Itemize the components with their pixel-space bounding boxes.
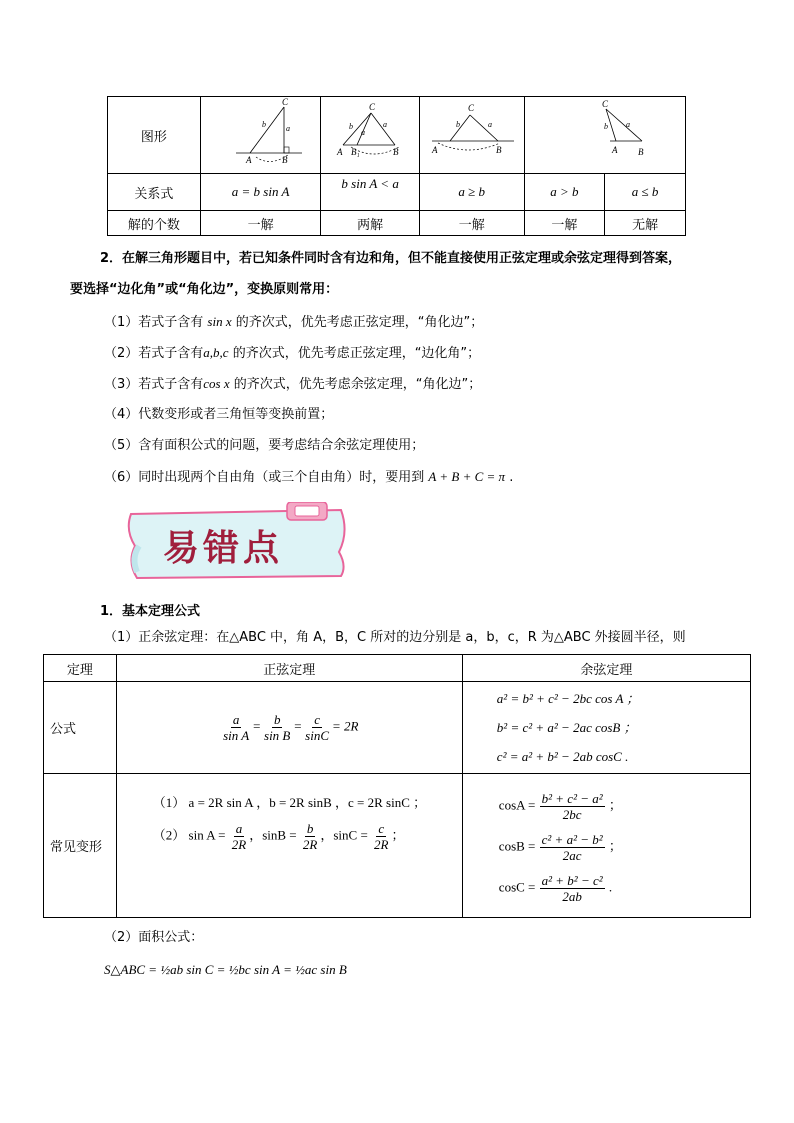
svg-text:b: b <box>455 120 460 129</box>
section1-intro: （1）正余弦定理：在△ABC 中，角 A，B，C 所对的边分别是 a，b，c，R 为△ABC 外接圆半径，则 <box>104 630 686 645</box>
header-sine-law: 正弦定理 <box>116 655 462 682</box>
svg-text:a: a <box>285 124 290 133</box>
cos-variant-b: cosB = $\frac{\text{c² + a² − b²}}{2ac}$ ； <box>498 832 622 863</box>
rule-item-3: （3）若式子含有cos x 的齐次式，优先考虑余弦定理，“角化边”； <box>104 376 482 392</box>
rule-item-2: （2）若式子含有a,b,c 的齐次式，优先考虑正弦定理，“边化角”； <box>104 345 481 361</box>
svg-text:B: B <box>495 145 502 155</box>
svg-text:b: b <box>349 122 354 131</box>
svg-text:B: B <box>637 147 644 157</box>
sine-variant-1: （1） a = 2R sin A ，b = 2R sinB ，c = 2R sinC ； <box>152 795 427 810</box>
badge-text: 易错点 <box>163 527 284 569</box>
cosine-law-formulas <box>462 682 750 774</box>
relation-2: b sin A < a <box>321 174 420 211</box>
rule-item-6: （6）同时出现两个自由角（或三个自由角）时，要用到 A + B + C = π . <box>104 469 514 485</box>
row-label-count: 解的个数 <box>108 211 201 236</box>
rule-item-1: （1）若式子含有 sin x 的齐次式，优先考虑正弦定理，“角化边”； <box>104 314 484 330</box>
figure-case-1 <box>200 97 320 174</box>
area-label: （2）面积公式： <box>104 930 204 945</box>
rule-item-4: （4）代数变形或者三角恒等变换前置； <box>104 407 334 422</box>
svg-text:C: C <box>467 103 474 113</box>
cosine-law-a: a² = b² + c² − 2bc cos A ； <box>496 691 640 706</box>
section1-title: 1．基本定理公式 <box>100 604 201 619</box>
cosine-law-b: b² = c² + a² − 2ac cosB ； <box>496 720 637 735</box>
sine-law-variants <box>116 774 462 918</box>
relation-1: a = b sin A <box>200 174 320 211</box>
section2-title-line2: 要选择“边化角”或“角化边”，变换原则常用： <box>70 282 339 297</box>
count-2: 两解 <box>321 211 420 236</box>
svg-text:b: b <box>261 120 266 129</box>
svg-text:C: C <box>601 99 608 109</box>
relation-3: a ≥ b <box>419 174 524 211</box>
count-1: 一解 <box>200 211 320 236</box>
svg-text:a: a <box>625 120 630 129</box>
svg-text:a: a <box>383 120 388 129</box>
svg-text:C: C <box>369 102 376 112</box>
error-prone-badge <box>123 502 353 582</box>
svg-text:B: B <box>393 147 399 157</box>
svg-text:A: A <box>245 155 252 165</box>
row-label-relation: 关系式 <box>108 174 201 211</box>
figure-case-4 <box>524 97 685 174</box>
svg-text:C: C <box>281 97 288 107</box>
rule-item-5: （5）含有面积公式的问题，要考虑结合余弦定理使用； <box>104 438 425 453</box>
svg-text:a: a <box>361 128 366 137</box>
cosine-law-c: c² = a² + b² − 2ab cosC . <box>496 749 629 764</box>
row-label-formula: 公式 <box>44 682 117 774</box>
theorem-table <box>43 654 751 918</box>
row-label-variants: 常见变形 <box>44 774 117 918</box>
section2-title-line1: 2．在解三角形题目中，若已知条件同时含有边和角，但不能直接使用正弦定理或余弦定理得到答案， <box>100 251 682 266</box>
relation-5: a ≤ b <box>605 174 686 211</box>
svg-text:A: A <box>337 147 343 157</box>
cos-variant-a: cosA = $\frac{\text{b² + c² − a²}}{2bc}$ ； <box>498 791 622 822</box>
svg-text:B₁: B₁ <box>351 147 360 157</box>
header-cosine-law: 余弦定理 <box>462 655 750 682</box>
cos-variant-c: cosC = $\frac{\text{a² + b² − c²}}{2ab}$ . <box>498 873 613 904</box>
header-theorem: 定理 <box>44 655 117 682</box>
count-3: 一解 <box>419 211 524 236</box>
cosine-law-variants <box>462 774 750 918</box>
area-formula: S△ABC = ½ab sin C = ½bc sin A = ½ac sin B <box>104 962 347 977</box>
relation-4: a > b <box>524 174 605 211</box>
triangle-cases-table <box>107 96 686 236</box>
svg-text:a: a <box>487 120 492 129</box>
svg-text:A: A <box>611 145 618 155</box>
svg-text:b: b <box>603 122 608 131</box>
sine-variant-2: （2） sin A = $\frac{a}{2R}$ ，sinB = $\frac{b}{2R}$ ，sinC = $\frac{c}{2R}$ ； <box>152 821 405 852</box>
sine-law-formula: $\frac{a}{\text{sin A}}$ = $\frac{b}{\text{sin B}}$ = $\frac{c}{\sin C}$ = 2R <box>116 682 462 774</box>
count-4: 一解 <box>524 211 605 236</box>
figure-case-2 <box>321 97 420 174</box>
row-label-figure: 图形 <box>108 97 201 174</box>
count-5: 无解 <box>605 211 686 236</box>
svg-text:A: A <box>431 145 438 155</box>
figure-case-3 <box>419 97 524 174</box>
svg-text:B: B <box>281 155 288 165</box>
